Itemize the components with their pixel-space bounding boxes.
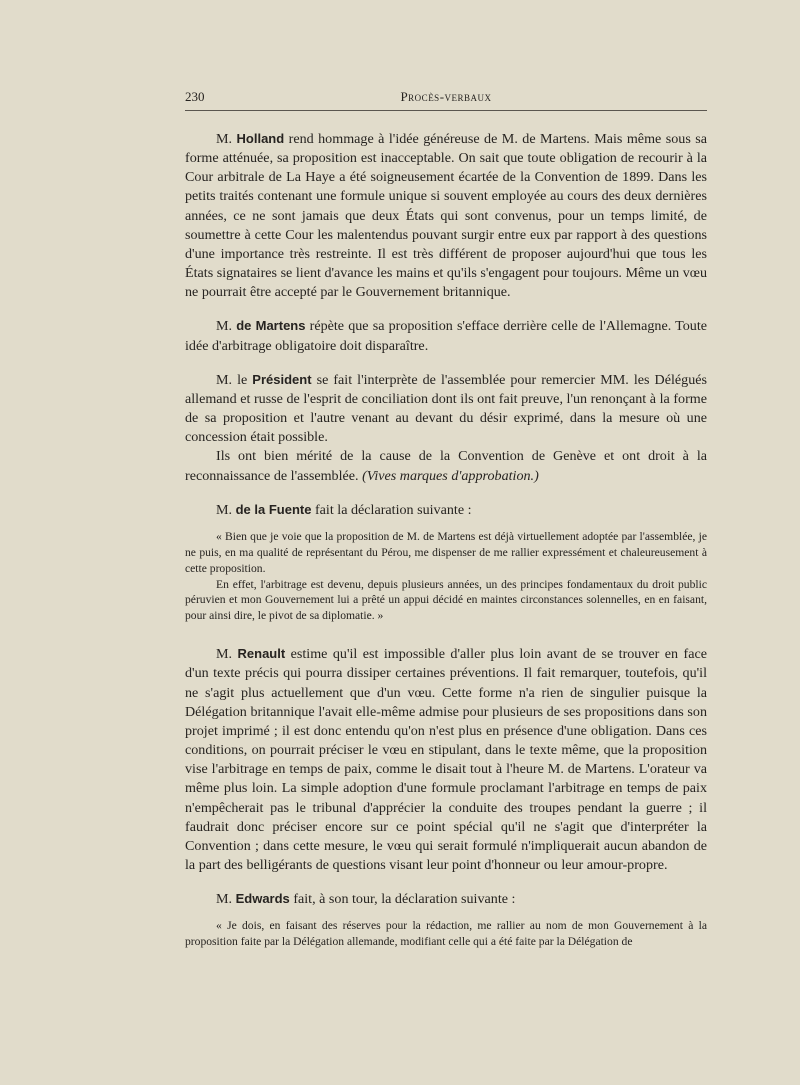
paragraph-text: fait la déclaration suivante :	[314, 501, 472, 518]
paragraph-president	[185, 370, 707, 448]
approval-note: (Vives marques d'approbation.)	[362, 467, 539, 484]
speaker-title: M.	[216, 646, 233, 663]
paragraph-reconnaissance	[185, 447, 707, 485]
speaker-name: Holland	[236, 131, 285, 146]
page-number: 230	[185, 89, 205, 104]
paragraph-renault	[185, 644, 707, 875]
paragraph-text: Ils ont bien mérité de la cause de la Convention de Genève et ont droit à la reconnaissance de l'assemblée.	[185, 448, 707, 484]
speaker-title: M.	[216, 501, 233, 518]
speaker-title: M.	[216, 891, 233, 908]
quote-de-la-fuente-1: « Bien que je voie que la proposition de M. de Martens est déjà virtuellement adoptée par l'assemblée, je ne puis, en ma qualité de représentant du Pérou, me dispenser de me rallier expressément et chaleureusement à cette proposition.	[185, 529, 707, 575]
paragraph-text: rend hommage à l'idée généreuse de M. de Martens. Mais même sous sa forme atténuée, sa proposition est inacceptable. On sait que toute obligation de recourir à la Cour arbitrale de La Haye a été soigneusement écartée de la Convention de 1899. Dans les petits traités contenant une formule unique si souvent employée au cours des deux dernières années, ce ne sont jamais que deux États qui sont convenus, pour un temps limité, de soumettre à cette Cour les malentendus pouvant surgir entre eux par rapport à des questions d'une importance très restreinte. Il est très différent de proposer aujourd'hui que tous les États signataires se lient d'avance les mains et qu'ils s'engagent pour toujours. Même un vœu ne pourrait être accepté par le Gouvernement britannique.	[185, 131, 707, 301]
paragraph-text: se fait l'interprète de l'assemblée pour remercier MM. les Délégués allemand et russe de l'esprit de conciliation dont ils ont fait preuve, l'un renonçant à la forme de sa proposition et l'autre venant au devant du désir exprimé, dans la mesure où une concession était possible.	[185, 371, 707, 446]
paragraph-de-martens	[185, 316, 707, 355]
speaker-title: M.	[216, 318, 233, 335]
paragraph-de-la-fuente	[185, 500, 707, 520]
quote-de-la-fuente-2: En effet, l'arbitrage est devenu, depuis plusieurs années, un des principes fondamentaux du droit public péruvien et mon Gouvernement lui a prêté un appui décidé en maintes circonstances solennelles, en en faisant, pour ainsi dire, le pivot de sa diplomatie. »	[185, 577, 707, 623]
speaker-name: de Martens	[236, 318, 306, 334]
body-text	[185, 129, 707, 950]
page-header	[185, 89, 707, 109]
speaker-title: M.	[216, 131, 233, 147]
paragraph-holland	[185, 129, 707, 302]
speaker-title: M. le	[216, 371, 248, 388]
paragraph-edwards	[185, 889, 707, 909]
speaker-name: Président	[252, 371, 312, 387]
paragraph-text: répète que sa proposition s'efface derrière celle de l'Allemagne. Toute idée d'arbitrage obligatoire doit disparaître.	[185, 318, 708, 354]
quote-edwards-1: « Je dois, en faisant des réserves pour la rédaction, me rallier au nom de mon Gouvernement à la proposition faite par la Délégation allemande, modifiant celle qui a été faite par la Délégation de	[185, 919, 707, 949]
paragraph-text: estime qu'il est impossible d'aller plus loin avant de se trouver en face d'un texte précis qui pourra dissiper certaines préventions. Il fait remarquer, toutefois, qu'il ne s'agit plus actuellement que d'un vœu. Cette forme n'a rien de singulier puisque la Délégation britannique l'avait elle-même admise pour plusieurs de ses propositions dans son projet imprimé ; il est donc entendu qu'on n'est plus en présence d'une obligation. Dans ces conditions, on pourrait préciser le vœu en stipulant, dans le texte même, que la proposition vise l'arbitrage en temps de paix, comme le disait tout à l'heure M. de Martens. L'orateur va même plus loin. La simple adoption d'une formule proclamant l'arbitrage en temps de paix n'empêcherait pas le tribunal d'apprécier la conduite des troupes pendant la guerre ; il faudrait donc préciser encore sur ce point spécial qu'il ne s'agit que d'interpréter la Convention ; dans cette mesure, le vœu qui serait formulé n'impliquerait aucun abandon de la part des belligérants de questions visant leur point d'honneur ou leur amour-propre.	[185, 646, 707, 873]
header-rule	[185, 110, 707, 111]
running-title: Procès-verbaux	[400, 89, 492, 104]
speaker-name: Renault	[237, 646, 286, 662]
speaker-name: Edwards	[235, 891, 290, 907]
paragraph-text: fait, à son tour, la déclaration suivante :	[293, 891, 516, 908]
speaker-name: de la Fuente	[235, 501, 312, 517]
